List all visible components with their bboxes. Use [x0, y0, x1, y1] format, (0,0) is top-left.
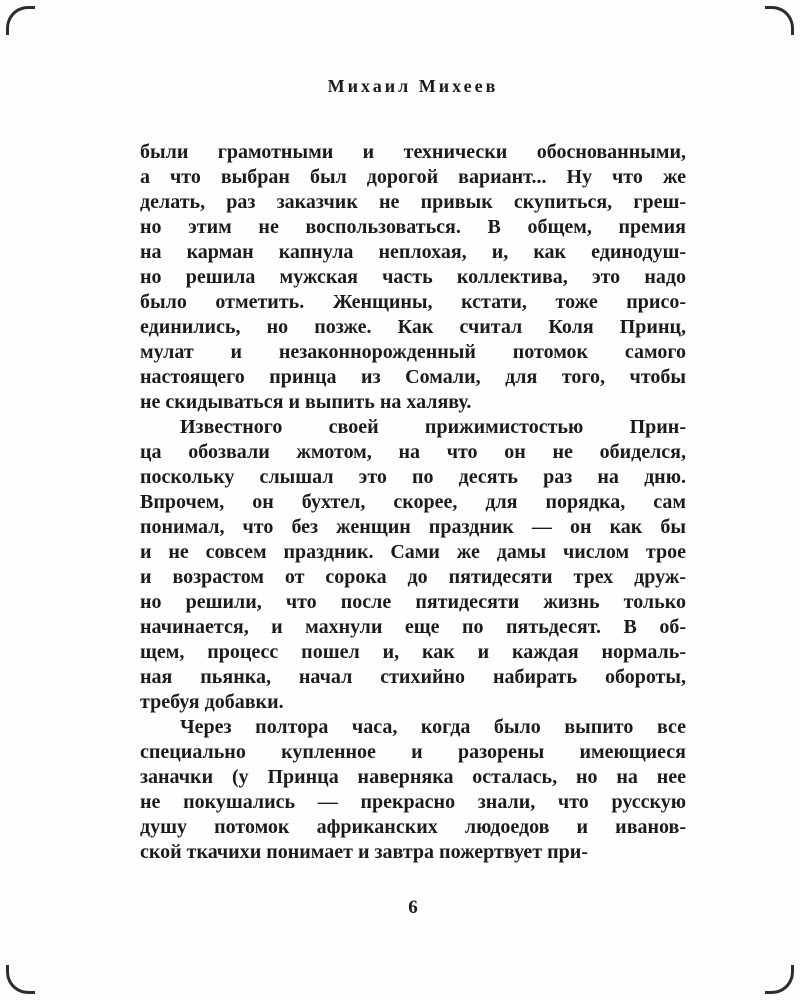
text-line: не скидываться и выпить на халяву.: [140, 391, 472, 413]
text-line: и возрастом от сорока до пятидесяти трех друж-: [140, 566, 686, 588]
text-line: на карман капнула неплохая, и, как единодуш-: [140, 241, 686, 263]
text-line: но этим не воспользоваться. В общем, премия: [140, 216, 686, 238]
text-line: но решили, что после пятидесяти жизнь только: [140, 591, 686, 613]
paragraph: [140, 140, 686, 415]
text-line: не покушались — прекрасно знали, что русскую: [140, 791, 686, 813]
corner-mark-bottom-left: [6, 965, 35, 994]
text-line: делать, раз заказчик не привык скупиться, греш-: [140, 191, 686, 213]
text-line: требуя добавки.: [140, 691, 284, 713]
text-line: Известного своей прижимистостью Прин-: [180, 416, 686, 438]
text-line: душу потомок африканских людоедов и иванов-: [140, 816, 686, 838]
text-line: ской ткачихи понимает и завтра пожертвует при-: [140, 841, 588, 863]
text-line: ная пьянка, начал стихийно набирать обороты,: [140, 666, 686, 688]
text-line: было отметить. Женщины, кстати, тоже присо-: [140, 291, 686, 313]
page-number: 6: [408, 897, 418, 918]
text-line: Впрочем, он бухтел, скорее, для порядка, сам: [140, 491, 686, 513]
text-line: единились, но позже. Как считал Коля Принц,: [140, 316, 686, 338]
text-line: настоящего принца из Сомали, для того, чтобы: [140, 366, 686, 388]
text-line: начинается, и махнули еще по пятьдесят. В об-: [140, 616, 686, 638]
text-line: щем, процесс пошел и, как и каждая нормаль-: [140, 641, 686, 663]
text-line: Через полтора часа, когда было выпито все: [180, 716, 686, 738]
text-line: и не совсем праздник. Сами же дамы числом трое: [140, 541, 686, 563]
text-line: были грамотными и технически обоснованными,: [140, 141, 686, 163]
corner-mark-top-left: [6, 6, 35, 35]
corner-mark-top-right: [765, 6, 794, 35]
paragraph: [140, 415, 686, 715]
text-line: поскольку слышал это по десять раз на дню.: [140, 466, 686, 488]
text-line: а что выбран был дорогой вариант... Ну что же: [140, 166, 686, 188]
text-line: специально купленное и разорены имеющиеся: [140, 741, 686, 763]
page-body: [140, 140, 686, 865]
text-line: заначки (у Принца наверняка осталась, но на нее: [140, 766, 686, 788]
text-line: мулат и незаконнорожденный потомок самого: [140, 341, 686, 363]
text-line: но решила мужская часть коллектива, это надо: [140, 266, 686, 288]
paragraph: [140, 715, 686, 865]
corner-mark-bottom-right: [765, 965, 794, 994]
text-line: понимал, что без женщин праздник — он как бы: [140, 516, 686, 538]
running-header-author: Михаил Михеев: [327, 76, 499, 96]
text-line: ца обозвали жмотом, на что он не обиделся,: [140, 441, 686, 463]
